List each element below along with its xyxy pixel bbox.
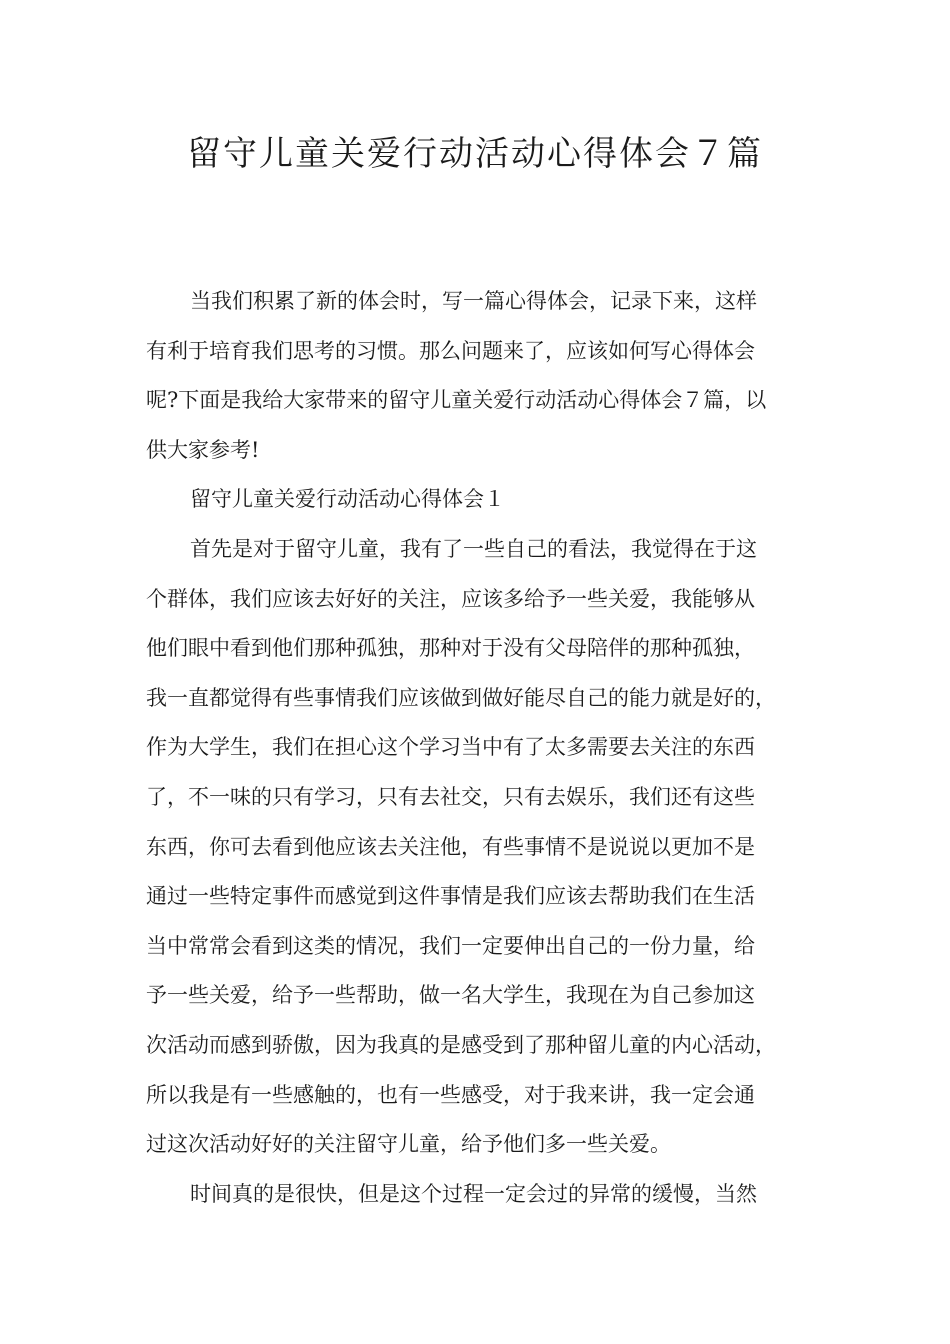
body-line: 供大家参考! bbox=[146, 437, 260, 462]
section-heading: 留守儿童关爱行动活动心得体会１ bbox=[190, 487, 505, 512]
body-line: 当我们积累了新的体会时，写一篇心得体会，记录下来，这样 bbox=[190, 289, 757, 313]
body-line: 时间真的是很快，但是这个过程一定会过的异常的缓慢，当然 bbox=[190, 1181, 757, 1206]
body-line: 通过一些特定事件而感觉到这件事情是我们应该去帮助我们在生活 bbox=[146, 884, 755, 909]
document-title: 留守儿童关爱行动活动心得体会７篇 bbox=[187, 134, 763, 174]
document-body bbox=[146, 277, 808, 1219]
body-line: 所以我是有一些感触的，也有一些感受，对于我来讲，我一定会通 bbox=[146, 1082, 755, 1107]
body-line: 过这次活动好好的关注留守儿童，给予他们多一些关爱。 bbox=[146, 1132, 671, 1157]
body-line: 作为大学生，我们在担心这个学习当中有了太多需要去关注的东西 bbox=[146, 735, 755, 760]
body-line: 有利于培育我们思考的习惯。那么问题来了，应该如何写心得体会 bbox=[146, 338, 755, 363]
body-line: 我一直都觉得有些事情我们应该做到做好能尽自己的能力就是好的， bbox=[146, 685, 776, 710]
body-line: 东西，你可去看到他应该去关注他，有些事情不是说说以更加不是 bbox=[146, 834, 755, 859]
body-line: 个群体，我们应该去好好的关注，应该多给予一些关爱，我能够从 bbox=[146, 586, 755, 611]
body-line: 首先是对于留守儿童，我有了一些自己的看法，我觉得在于这 bbox=[190, 536, 757, 561]
body-line: 次活动而感到骄傲，因为我真的是感受到了那种留儿童的内心活动， bbox=[146, 1032, 776, 1057]
body-line: 了，不一味的只有学习，只有去社交，只有去娱乐，我们还有这些 bbox=[146, 784, 755, 809]
body-line: 当中常常会看到这类的情况，我们一定要伸出自己的一份力量，给 bbox=[146, 933, 755, 958]
body-line: 他们眼中看到他们那种孤独，那种对于没有父母陪伴的那种孤独， bbox=[146, 636, 755, 661]
body-line: 呢?下面是我给大家带来的留守儿童关爱行动活动心得体会７篇，以 bbox=[146, 388, 767, 413]
body-line: 予一些关爱，给予一些帮助，做一名大学生，我现在为自己参加这 bbox=[146, 983, 755, 1008]
